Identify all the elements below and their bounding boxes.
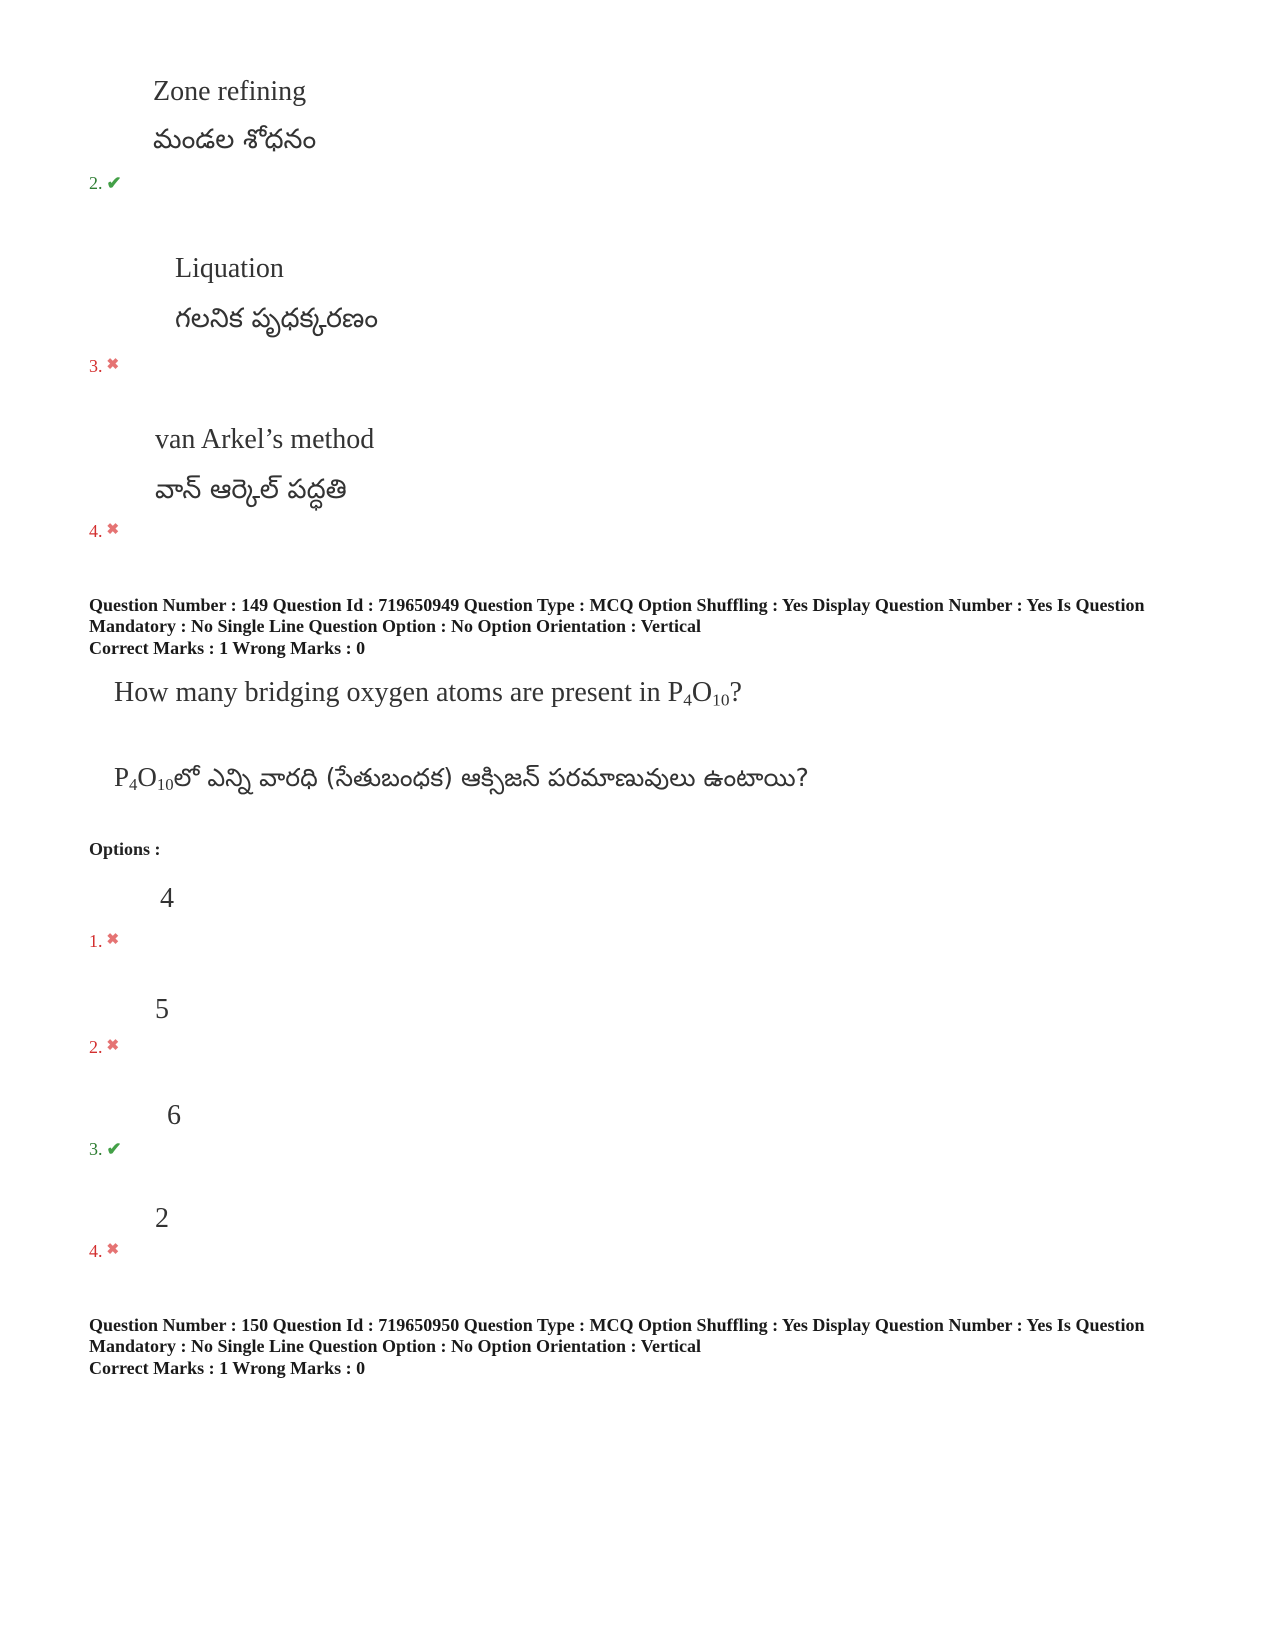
question-marks: Correct Marks : 1 Wrong Marks : 0 (89, 1358, 366, 1378)
option-text-en: Liquation (175, 253, 284, 284)
question-meta: Question Number : 150 Question Id : 719650950 Question Type : MCQ Option Shuffling : Yes Display Question Number : Yes Is Question Mandatory : No Single Line Question Option : No Option Orientation : Vertical (89, 1315, 1145, 1356)
formula-part: P (114, 762, 130, 792)
option-number (89, 520, 119, 542)
option-number-label: 3. (89, 356, 103, 376)
question-mark: ? (729, 677, 742, 708)
formula-sub: 10 (156, 775, 174, 795)
option-value: 6 (167, 1100, 181, 1131)
option-number-label: 1. (89, 931, 103, 951)
cross-mark-icon: ✖ (106, 932, 120, 948)
option-number (89, 355, 119, 377)
option-text-en: Zone refining (153, 76, 307, 107)
option-text-te: గలనిక పృధక్కరణం (175, 303, 379, 334)
question-text-en (114, 677, 742, 710)
formula-sub: 4 (129, 775, 138, 795)
check-mark-icon: ✔ (106, 1139, 122, 1159)
option-value: 2 (155, 1203, 169, 1234)
option-number (89, 1240, 119, 1262)
question-meta: Question Number : 149 Question Id : 719650949 Question Type : MCQ Option Shuffling : Yes Display Question Number : Yes Is Question Mandatory : No Single Line Question Option : No Option Orientation : Vertical (89, 595, 1145, 636)
check-mark-icon: ✔ (106, 173, 122, 193)
formula-sub: 10 (712, 690, 730, 710)
option-number-label: 3. (89, 1139, 103, 1159)
option-number-label: 2. (89, 1037, 103, 1057)
question-marks: Correct Marks : 1 Wrong Marks : 0 (89, 638, 366, 658)
option-text-en: van Arkel’s method (155, 424, 375, 455)
cross-mark-icon: ✖ (106, 1242, 120, 1258)
question-text-en-prefix: How many bridging oxygen atoms are present in P (114, 677, 684, 708)
option-number (89, 1036, 119, 1058)
option-number (89, 930, 119, 952)
option-number (89, 173, 122, 194)
option-number-label: 2. (89, 173, 103, 193)
option-text-te: మండల శోధనం (153, 124, 317, 155)
cross-mark-icon: ✖ (106, 357, 120, 373)
question-text-te (114, 762, 809, 799)
cross-mark-icon: ✖ (106, 522, 120, 538)
option-number-label: 4. (89, 1241, 103, 1261)
option-text-te: వాన్ ఆర్కెల్ పద్ధతి (155, 474, 347, 505)
formula-part: O (691, 677, 713, 708)
option-value: 5 (155, 994, 169, 1025)
formula-part: O (137, 762, 157, 792)
option-value: 4 (160, 883, 174, 914)
formula-sub: 4 (683, 690, 692, 710)
options-label: Options : (89, 839, 161, 859)
question-text-te-suffix: లో ఎన్ని వారధి (సేతుబంధక) ఆక్సిజన్ పరమాణువులు ఉంటాయి? (173, 763, 809, 792)
option-number (89, 1139, 122, 1160)
option-number-label: 4. (89, 521, 103, 541)
cross-mark-icon: ✖ (106, 1038, 120, 1054)
